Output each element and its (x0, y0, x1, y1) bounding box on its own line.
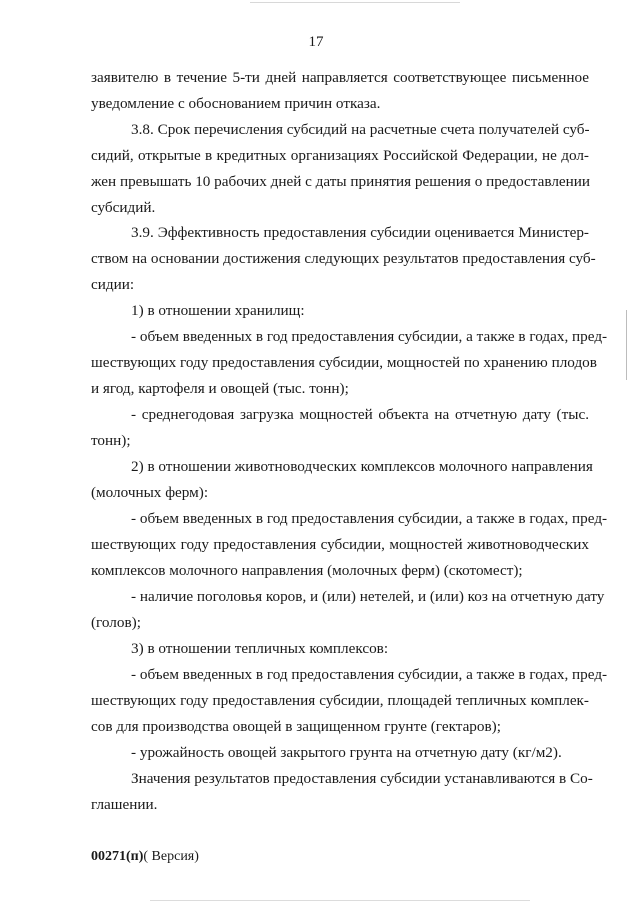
text-line: 1) в отношении хранилищ: (131, 302, 305, 319)
scan-edge-right (626, 310, 627, 380)
text-line: сидии: (91, 276, 135, 293)
text-line: комплексов молочного направления (молочных ферм) (скотомест); (91, 562, 523, 579)
document-code-footer (91, 849, 199, 865)
page-number: 17 (308, 34, 324, 50)
text-line: 3.9. Эффективность предоставления субсидии оценивается Министер- (131, 224, 589, 241)
text-line: уведомление с обоснованием причин отказа. (91, 95, 381, 112)
text-line: - наличие поголовья коров, и (или) нетелей, и (или) коз на отчетную дату (131, 588, 605, 605)
text-line: (молочных ферм): (91, 484, 209, 501)
text-line: - объем введенных в год предоставления субсидии, а также в годах, пред- (131, 328, 608, 345)
document-code: 00271(п) (91, 849, 144, 864)
text-line: сидий, открытые в кредитных организациях Российской Федерации, не дол- (91, 147, 589, 164)
text-line: и ягод, картофеля и овощей (тыс. тонн); (91, 380, 349, 397)
text-line: - урожайность овощей закрытого грунта на отчетную дату (кг/м2). (131, 744, 562, 761)
text-line: жен превышать 10 рабочих дней с даты принятия решения о предоставлении (91, 173, 591, 190)
text-line: шествующих году предоставления субсидии, мощностей по хранению плодов (91, 354, 597, 371)
text-line: 3.8. Срок перечисления субсидий на расчетные счета получателей суб- (131, 121, 590, 138)
text-line: тонн); (91, 432, 131, 449)
text-line: глашении. (91, 796, 158, 813)
scan-edge-top (250, 2, 460, 3)
text-line: - среднегодовая загрузка мощностей объекта на отчетную дату (тыс. (131, 406, 589, 423)
text-line: сов для производства овощей в защищенном грунте (гектаров); (91, 718, 501, 735)
text-line: 3) в отношении тепличных комплексов: (131, 640, 389, 657)
text-line: субсидий. (91, 199, 156, 216)
scan-edge-bottom (150, 900, 530, 901)
text-line: шествующих году предоставления субсидии, мощностей животноводческих (91, 536, 589, 553)
text-line: Значения результатов предоставления субсидии устанавливаются в Со- (131, 770, 593, 787)
text-line: 2) в отношении животноводческих комплексов молочного направления (131, 458, 593, 475)
text-line: - объем введенных в год предоставления субсидии, а также в годах, пред- (131, 666, 608, 683)
text-line: шествующих году предоставления субсидии, площадей тепличных комплек- (91, 692, 589, 709)
document-version: ( Версия) (143, 849, 199, 864)
text-line: (голов); (91, 614, 141, 631)
text-line: - объем введенных в год предоставления субсидии, а также в годах, пред- (131, 510, 608, 527)
text-line: ством на основании достижения следующих результатов предоставления суб- (91, 250, 596, 267)
text-line: заявителю в течение 5-ти дней направляется соответствующее письменное (91, 69, 589, 86)
